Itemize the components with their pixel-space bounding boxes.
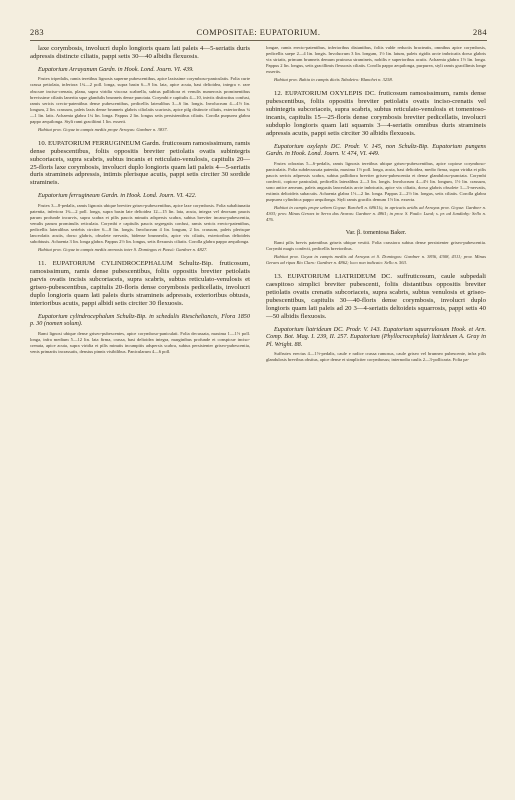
species-entry: 10. EUPATORIUM FERRUGINEUM Gardn. fruticosum ramosissimum, ramis dense pubescentibus, foliis oppositis breviter petiolatis ovatis subintegris subcoriaceis, supra scabris, subtus incanis et reticulato-venulosis, capitulis 20—25-floris laxe corymbosis, involucri duplo longioris quam lati paleis 4—5-seriatis duris stramineis adpressis, intimis plerisque acutis, pappi setis circiter 30 sordide stramineis. <box>30 139 250 187</box>
spacer <box>30 133 250 140</box>
spacer <box>266 83 486 90</box>
right-column <box>266 45 486 363</box>
description: Frutex 3—8-pedalis, ramis lignosis ubique breviter griseo-pubescentibus, apice laxe corymbosis. Folia subaltiunatia patentia, inferiora 1¾—2 poll. longa, supra basin late deltoidea 12—15 lin. lata, acuta, integra vel deorsum paucis parum profunde incurvis, supra scabra et pilis paucis minutis adspersis scabra, subtus breviter incano-pubescentia, venulis parum prominulis reticulata. Corymbi e capitulis paucis segregatis confusi, ramis sericis erecto-patentibus, pedicellis lateralibus seriebis circiter 6—8 lin. longis. Involucrum 4 lin. longum, 2 lin. crassum, paleis plerisque lanceolatis acutis, dorso glabris, obsolete nervatis, bidense brunneolis, apice vix ciliatis, exterioribus deltoideis subobtusis. Achaenia 3 lin. longa glabra. Pappus 2½ lin. longus, setis flexuosis ciliatis. Corolla glabra pappo aequilonga. <box>30 202 250 245</box>
running-title: COMPOSITAE: EUPATORIUM. <box>196 28 321 37</box>
citation: Eupatorium Arrayanum Gardn. in Hook. Lond. Journ. VI. 439. <box>38 65 194 73</box>
citation: Eupatorium oxylepis DC. Prodr. V. 145, non Schultz-Bip. Eupatorium pungens Gardn. in Hook. Lond. Journ. V. 474, VI. 449. <box>266 142 486 158</box>
paragraph-continuation: laxe corymbosis, involucri duplo longioris quam lati paleis 4—5-seriatis duris adpressis distincte ciliatis, pappi setis 30—40 albidis flexuosis. <box>30 45 250 60</box>
description: Frutex odoratus 5—6-pedalis, ramis lignosis teretibus ubique griseo-pubescentibus, apice copiose corymboso-paniculatis. Folia subdecussata patentia, maxima 1½ poll. longa, acuta, basi deltoidea, medio firma, supra viridia et pilis paucis sericis adpressis scabra, subtus pallidiora breviter griseo-pubescentia et dense glanduloso-punctata. Corymbi confecti, copiose paniculati, pedicellis lateralibus 2—3 lin. longis. Involucrum 4—4½ lin. longum, 1½ lin. crassum, sono antice aeneum, paleis angustis lanceolatis arcte imbricatis, apice vix ciliatis, dorso glabris obsolete 1—3-nervatis, extimis deltoideis subacutis. Achaenia glabra 1½—2 lin. longa. Pappus 2—2½ lin. longus, setis ciliatis. Corolla glabra purpurea cylindrica pappo aequilonga. Styli ramis gracilis demum 1½ lin. exserta. <box>266 160 486 203</box>
description: Frutex tripedalis, ramis teretibus lignosis superne pubescentibus, apice laxissime corymboso-paniculatis. Folia curte crassa petiolata, inferiora 1¾—2 poll. longa, supra basin 6—9 lin. lata, apice acuta, basi deltoidea, integra v. rare obscure inciso-crenata, plana, supra viridia viscosa scabrella, subtus pallidiora et venulis numerosis prominentibus brevissime ciliatis lanerita sque glandulis brunneis dense punctata. Corymbi e capitulis 4—10, iniviis distinctius confusi, ramis sericis crecto-patentibus dense pubescentibus, pedicellis lateralibus 3—6 lin. longis. Involucrum 4—4½ lin. longum, 2 lin. crassum, paleis laxis dense brunneis glabris ciliolatis scariosis, apice pilg distincte ciliatis, exterioribus ¾—1 lin. latis. Achaenia glabra 1¼ lin. longa. Pappus 2 lin. longus setis persistentibus ciliatis. Corolla purpurea glabra pappo aequilonga. Styli rami graciliimi 1 lin. exserti. <box>30 76 250 124</box>
habitat-note: Habitat prov. Bahia in campis dictis Tabuleiro: Blanchet n. 3258. <box>274 77 393 83</box>
species-entry: 12. EUPATORIUM OXYLEPIS DC. fruticosum ramosissimum, ramis dense pubescentibus, foliis oppositis breviter petiolatis ovatis inciso-crenatis vel subintegris subcoriaceis, supra scabris, subtus reticulato-venulosis et tomentoso-incanis, capitulis 15—25-floris dense corymbosis breviter pedicellatis, involucri subduplo longioris quam lati squamis 3—4-seriatis omnibus duris stramineis adpressis acutis, pappi setis circiter 30 albidis flexuosis. <box>266 90 486 137</box>
description: Suffrutex erectus 4—1½-pedalis, caule e radice crassa ramosus, caule griseo vel brunneo pubescente, infra pilis glandulosis brevibus obsitus, apice dense et simpliciter corymbosus; internodia caulis 2—3-pollicaria. Folia pa- <box>266 351 486 363</box>
habitat-note: Habitat prov. Goyaz in campis mediis prope Arrayas: Gardner n. 3837. <box>38 126 168 132</box>
left-column <box>30 45 250 355</box>
habitat-note: Habitat prov. Goyaz in campis mediis ad Arrayas et S. Domingos: Gardner n. 3836, 4308, 4311; prov. Minas Geraes ad ripas Rio Claro: Gardner n. 4862; loco non indicato: Sello n. 563. <box>266 253 486 266</box>
page-number-right: 284 <box>472 28 487 37</box>
spacer <box>30 253 250 260</box>
citation: Eupatorium ferrugineum Gardn. in Hook. Lond. Journ. VI. 422. <box>38 192 197 200</box>
description: Rami lignosi ubique dense griseo-pubescentes, apice corymboso-paniculati. Folia decussata, maxima 1—1½ poll. longa, infra medium 5—12 lin. lata firma, crassa, basi deltoidea integra, marginibus profunde et conspicue inciso-crenata, apice acuta, supra viridia et pilis minutis incumpitis adspersis scabra, subtus persistenter griseo-pubescentia, venis primariis incrassatis, densius pinnis visibilibus. Panicularum 4—6 poll. <box>30 330 250 354</box>
species-entry: 13. EUPATORIUM LIATRIDEUM DC. suffruticosum, caule subpedali caespitoso simplici breviter pubescenti, foliis distantibus oppositis breviter petiolatis ovatis crenatis subcoriaceis, supra scabris, subtus venulosis et griseo-pubescentibus, capitulis 30—40-floris dense corymbosis, involucri duplo longioris quam lati paleis ad 20 3—4-seriatis deltoideis squarrosis, pappi setis 40—50 albidis flexuosis. <box>266 273 486 320</box>
variety-description: Rami pilis brevis patentibus griseis ubique vestiti. Folia crassiora subtus dense persistenter griseo-pubescentia. Corymbi magis confecti, pedicellis brevioribus. <box>266 239 486 251</box>
habitat-note: Habitat prov. Goyaz in campis mediis arenosis inter S. Domingos et Passó: Gardner n. 4827. <box>38 247 208 253</box>
page-number-left: 283 <box>30 28 45 37</box>
species-entry: 11. EUPATORIUM CYLINDROCEPHALUM Schultz-Bip. fruticosum, ramosissimum, ramis dense pubescentibus, foliis oppositis breviter petiolatis parvis ovatis incisis subcoriaceis, supra scabris, subtus reticulato-venulosis et griseo-pubescentibus, capitulis 20-floris dense corymbosis pedicellatis, involucri duplo longioris quam lati paleis duris stramineis adpressis, exterioribus obtusis, interioribus acutis, pappi albidi setis circiter 30 flexuosis. <box>30 260 250 307</box>
description-continuation: longae, ramis erecto-patentibus, inferioribus distantibus, foliis valde reductis bracteatis, omnibus apice corymbosis, pedicellis saepe 2—4 lin. longis. Involucrum 3 lin. longum, 1½ lin. latum, paleis rigidis arcte imbricatis dorso glabris vix striatis, primum brunneis demum pruinosa stramineis, nobilis e superioribus acutis. Achaenia glabra 1½ lin. longa. Pappus 2 lin. longus, setis gracillimis flexuosis ciliatis. Corolla pappo aequilonga, purpurea, styli ramis gracillimis longe exsertis. <box>266 45 486 75</box>
running-header <box>30 28 487 41</box>
citation: Eupatorium cylindrocephalum Schultz-Bip. in schedulis Riescheliancis, Flora 1850 p. 30 (nomen solum). <box>30 312 250 328</box>
spacer <box>266 266 486 273</box>
variety-heading: Var. β. tomentosa Baker. <box>345 229 407 237</box>
habitat-note: Habitat in campis prope urbem Goyaz: Burchell n. 6861¾; in apricatis aridis ad Arrayas prov. Goyaz: Gardner n. 4303; prov. Minas Geraes in Serra das Araras: Gardner n. 4861; in prov. S. Paulo: Lund; s. pr. ad Jundiahy: Sello n. 476. <box>266 205 486 223</box>
citation: Eupatorium liatrideum DC. Prodr. V. 143. Eupatorium squarrulosum Hook. et Arn. Comp. Bot. Mag. I. 239, II. 257. Eupatorium (Phyllocrocephala) liatrideum A. Gray in Pl. Wright. 88. <box>266 325 486 348</box>
